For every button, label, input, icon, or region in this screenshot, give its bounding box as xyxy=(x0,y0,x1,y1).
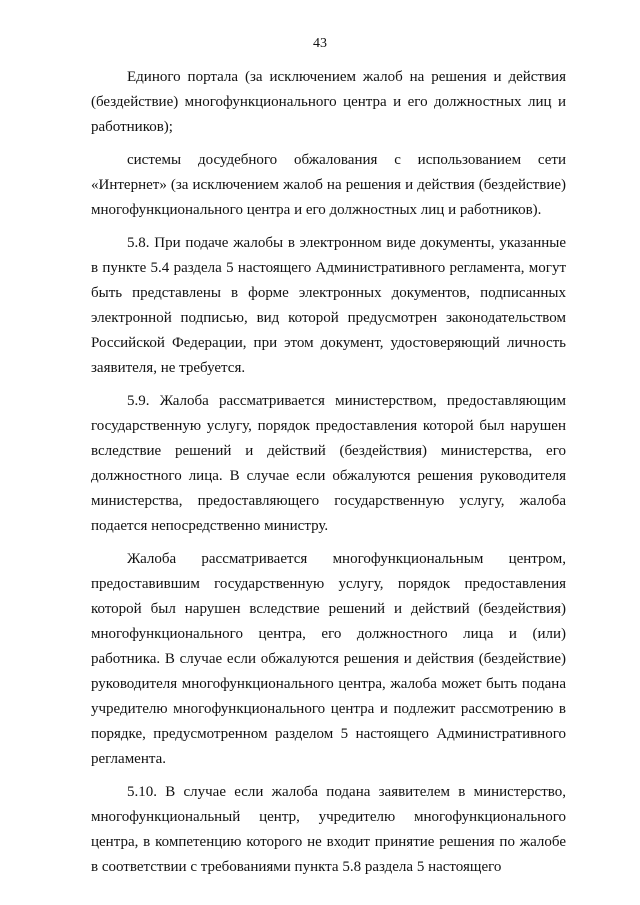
paragraph-5-10: 5.10. В случае если жалоба подана заявителем в министерство, многофункциональный центр, учредителю многофункционального центра, в компетенцию которого не входит принятие решения по жалобе в соответствии с требованиями пункта 5.8 раздела 5 настоящего xyxy=(91,784,566,875)
paragraph-mfc-complaint: Жалоба рассматривается многофункциональным центром, предоставившим государственную услугу, порядок предоставления которой был нарушен вследствие решений и действий (бездействия) многофункционального центра, его должностного лица и (или) работника. В случае если обжалуются решения и действия (бездействие) руководителя многофункционального центра, жалоба может быть подана учредителю многофункционального центра и подлежит рассмотрению в порядке, предусмотренном разделом 5 настоящего Административного регламента. xyxy=(91,551,566,767)
document-body xyxy=(91,65,566,888)
paragraph-5-8: 5.8. При подаче жалобы в электронном виде документы, указанные в пункте 5.4 раздела 5 настоящего Административного регламента, могут быть представлены в форме электронных документов, подписанных электронной подписью, вид которой предусмотрен законодательством Российской Федерации, при этом документ, удостоверяющий личность заявителя, не требуется. xyxy=(91,235,566,376)
paragraph-5-9: 5.9. Жалоба рассматривается министерством, предоставляющим государственную услугу, порядок предоставления которой был нарушен вследствие решений и действий (бездействия) министерства, его должностного лица. В случае если обжалуются решения руководителя министерства, предоставляющего государственную услугу, жалоба подается непосредственно министру. xyxy=(91,393,566,534)
paragraph-single-portal: Единого портала (за исключением жалоб на решения и действия (бездействие) многофункционального центра и его должностных лиц и работников); xyxy=(91,69,566,135)
page-number: 43 xyxy=(313,36,327,51)
paragraph-appeal-system: системы досудебного обжалования с использованием сети «Интернет» (за исключением жалоб на решения и действия (бездействие) многофункционального центра и его должностных лиц и работников). xyxy=(91,152,566,218)
